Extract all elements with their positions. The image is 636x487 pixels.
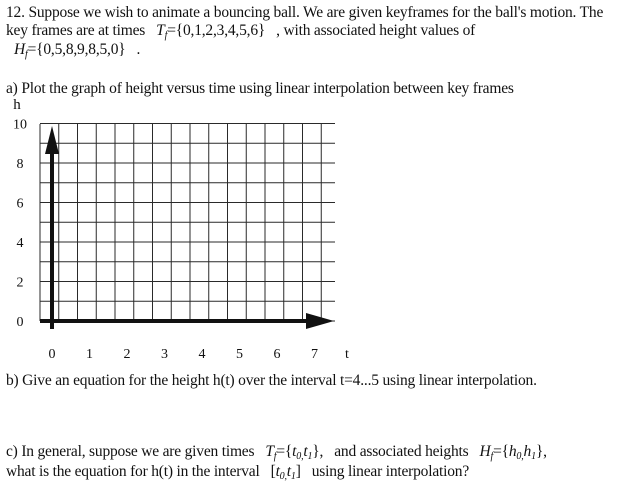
c-times-var: T [265, 443, 274, 460]
times-var: T [156, 22, 165, 39]
part-c-line-1 [6, 443, 547, 462]
c-t0: t [292, 443, 297, 460]
y-tick-label: 8 [16, 157, 24, 172]
y-axis-arrow [45, 126, 59, 154]
c-h0-sub: 0, [516, 451, 524, 462]
y-tick-label: 10 [13, 117, 27, 133]
axes [40, 126, 334, 329]
c-heights-open: ={ [493, 443, 509, 460]
c-int-open: [ [270, 463, 276, 480]
x-tick-label: 7 [311, 347, 318, 362]
c-int-t0: t [275, 463, 280, 480]
y-axis-label: h [13, 97, 21, 113]
part-c-line2-post: using linear interpolation? [311, 463, 470, 480]
c-heights-sub: f [490, 451, 494, 462]
times-values: ={0,1,2,3,4,5,6} [167, 22, 266, 39]
x-tick-label: 1 [86, 347, 93, 362]
part-a-text: a) Plot the graph of height versus time using linear interpolation between key frames [6, 80, 514, 97]
x-tick-label: 2 [123, 347, 131, 362]
c-int-t0-sub: 0, [279, 471, 287, 482]
c-h0: h [508, 443, 517, 460]
c-h1: h [523, 443, 532, 460]
c-heights-close: }, [535, 443, 547, 460]
c-int-close: ] [295, 463, 301, 480]
heights-values: ={0,5,8,9,8,5,0} [27, 41, 126, 58]
c-h1-sub: 1 [531, 451, 536, 462]
c-times-open: ={ [276, 443, 293, 460]
heights-post: . [136, 41, 141, 58]
c-t0-sub: 0, [296, 451, 304, 462]
part-c-mid: and associated heights [334, 443, 469, 460]
y-tick-label: 6 [16, 196, 24, 212]
x-tick-label: 5 [236, 347, 243, 362]
part-c-line-2 [6, 463, 469, 482]
y-tick-label: 2 [16, 275, 24, 291]
heights-sub: f [25, 49, 28, 60]
c-int-t1: t [286, 463, 291, 480]
part-b-text: b) Give an equation for the height h(t) over the interval t=4...5 using linear interpolation. [6, 372, 537, 389]
c-t1-sub: 1 [307, 451, 313, 462]
c-times-sub: f [273, 451, 277, 462]
x-tick-label: 6 [273, 347, 281, 362]
y-tick-label: 0 [16, 315, 24, 330]
part-c-pre: c) In general, suppose we are given times [6, 443, 255, 460]
c-t1: t [303, 443, 308, 460]
c-heights-var: H [479, 443, 491, 460]
times-sub: f [164, 30, 168, 41]
line2-pre: key frames are at times [6, 22, 146, 39]
x-axis-label: t [345, 347, 349, 362]
line2-post: , with associated height values of [276, 22, 476, 39]
x-axis-arrow [306, 313, 334, 329]
c-int-t1-sub: 1 [290, 471, 296, 482]
heights-var: H [14, 41, 25, 58]
c-times-close: }, [312, 443, 324, 460]
x-tick-label: 3 [161, 347, 168, 362]
grid [40, 124, 335, 322]
y-tick-label: 4 [16, 236, 24, 251]
problem-line-1: 12. Suppose we wish to animate a bouncing ball. We are given keyframes for the ball's motion. The [6, 4, 604, 21]
part-c-line2-pre: what is the equation for h(t) in the interval [6, 463, 260, 480]
x-tick-label: 4 [198, 347, 206, 362]
x-tick-label: 0 [48, 347, 56, 362]
